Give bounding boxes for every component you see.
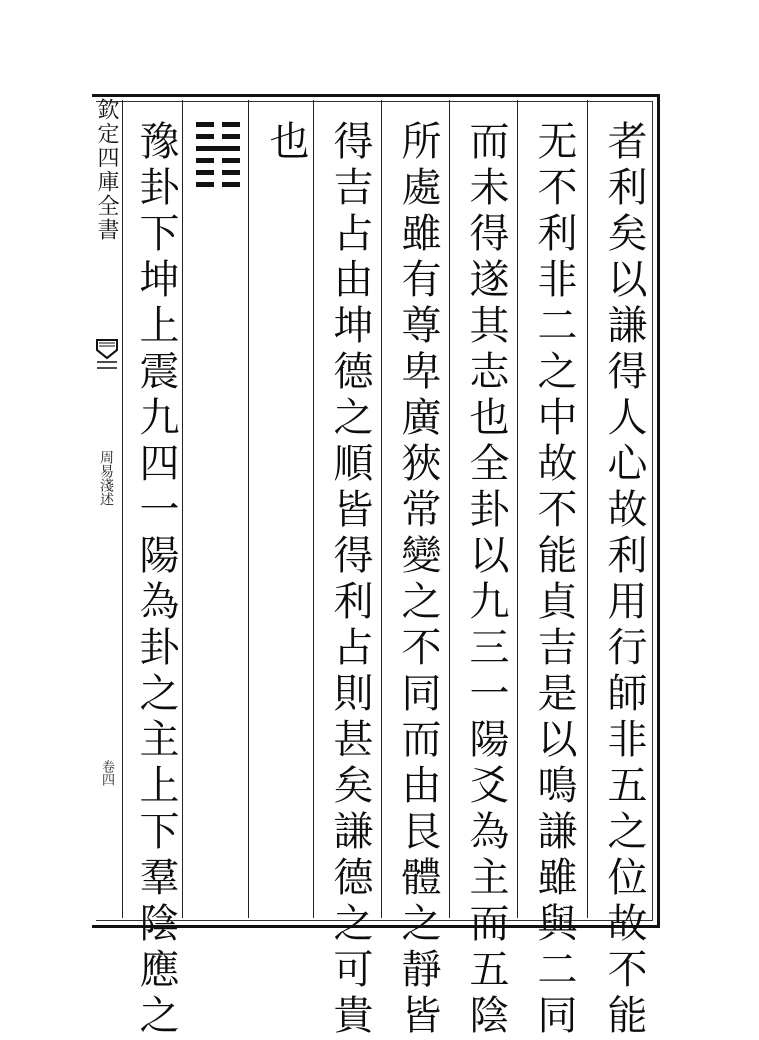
fish-tail-mark-icon <box>96 338 118 372</box>
hexagram-line-broken <box>222 122 240 127</box>
hexagram-line-broken <box>196 182 214 187</box>
hexagram-line-broken <box>196 134 214 139</box>
column-divider <box>517 100 518 918</box>
text-column-3: 而未得遂其志也全卦以九三一陽爻為主而五陰 <box>463 120 509 1040</box>
hexagram-line-broken <box>196 170 214 175</box>
text-column-4: 所處雖有尊卑廣狹常變之不同而由艮體之靜皆 <box>395 120 441 1040</box>
column-divider <box>587 100 588 918</box>
hexagram-line-broken <box>222 158 240 163</box>
text-column-7: 豫卦下坤上震九四一陽為卦之主上下羣陰應之 <box>133 120 179 1040</box>
hexagram-line-broken <box>222 134 240 139</box>
hexagram-line-broken <box>222 170 240 175</box>
text-column-1: 者利矣以謙得人心故利用行師非五之位故不能 <box>601 120 647 1040</box>
hexagram-line-broken <box>196 158 214 163</box>
column-divider <box>381 100 382 918</box>
hexagram-yu-icon <box>194 118 242 194</box>
column-divider <box>449 100 450 918</box>
margin-volume: 卷四 <box>99 760 114 786</box>
column-divider <box>248 100 249 918</box>
text-column-2: 无不利非二之中故不能貞吉是以鳴謙雖與二同 <box>531 120 577 1040</box>
text-column-5: 得吉占由坤德之順皆得利占則甚矣謙德之可貴 <box>327 120 373 1040</box>
hexagram-line-broken <box>222 182 240 187</box>
text-column-6: 也 <box>263 120 309 166</box>
hexagram-line-solid <box>196 146 240 151</box>
column-divider <box>122 100 123 918</box>
column-divider <box>313 100 314 918</box>
margin-book-title: 周易淺述 <box>98 450 114 506</box>
hexagram-line-broken <box>196 122 214 127</box>
margin-collection-title: 欽定四庫全書 <box>94 98 119 242</box>
